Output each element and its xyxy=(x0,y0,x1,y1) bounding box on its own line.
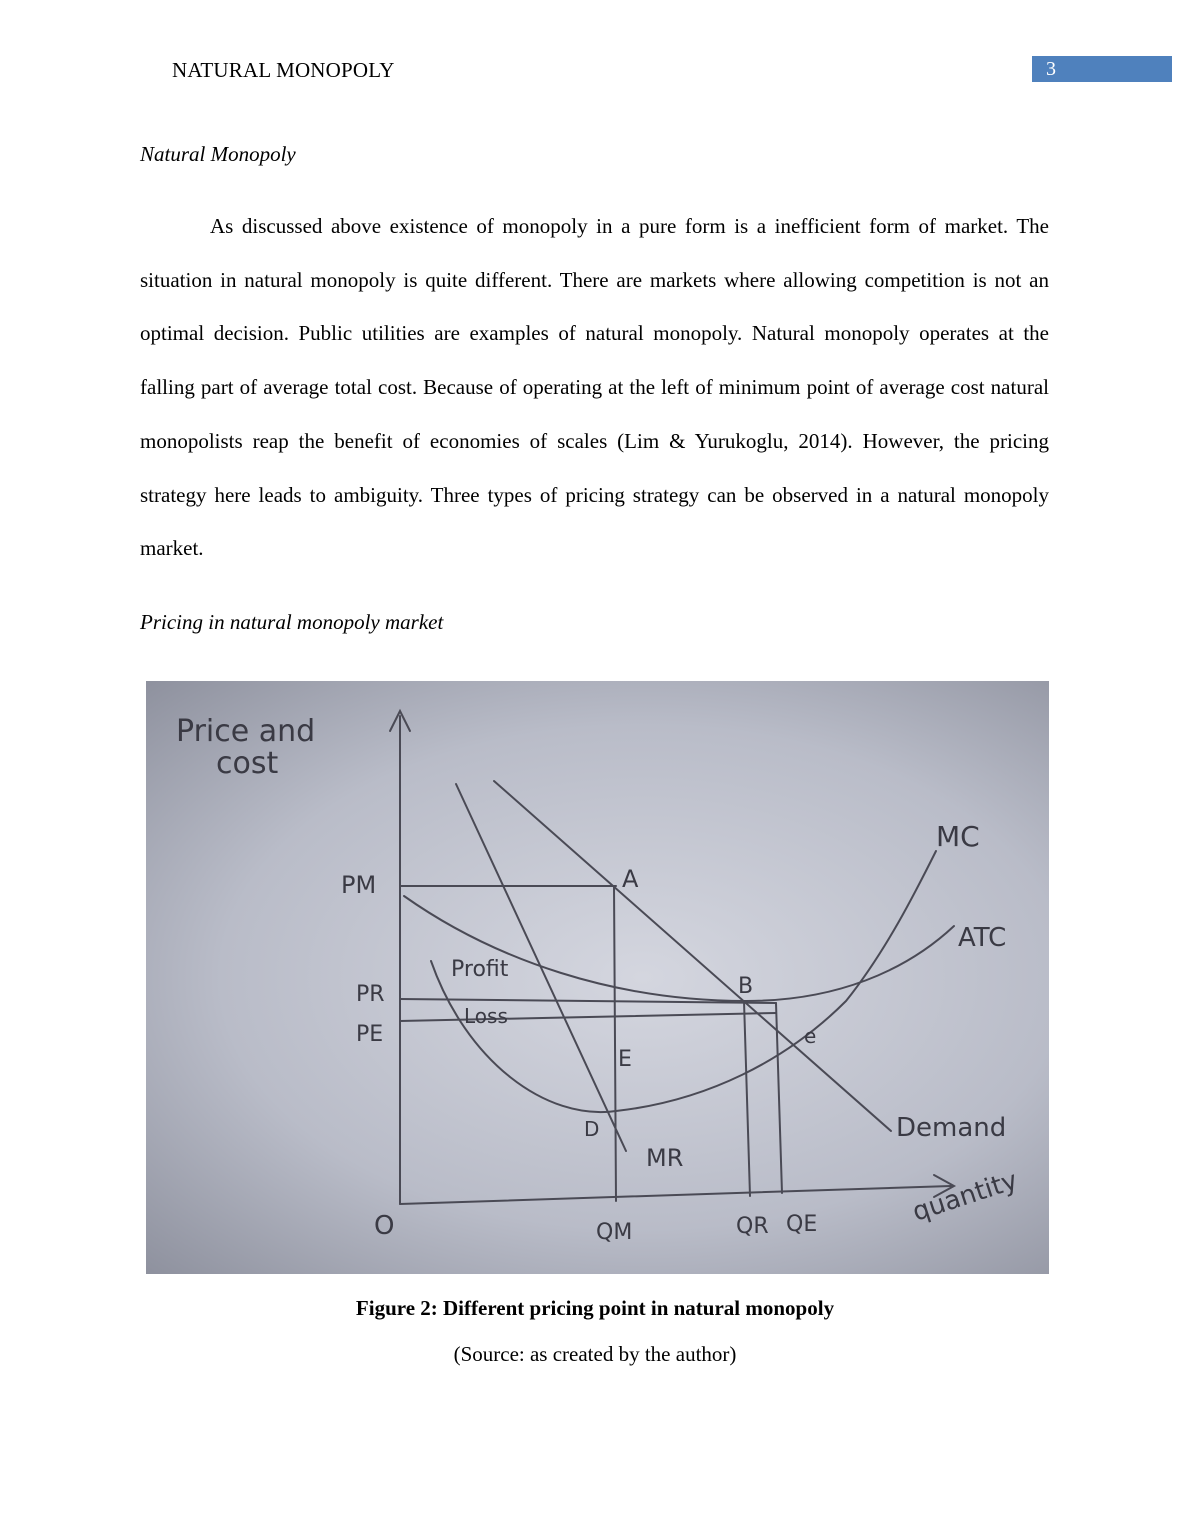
body-paragraph: As discussed above existence of monopoly in a pure form is a inefficient form of market. The situation in natural monopoly is quite different. There are markets where allowing competition is not an optimal decision. Public utilities are examples of natural monopoly. Natural monopoly operates at the falling part of average total cost. Because of operating at the left of minimum point of average cost natural monopolists reap the benefit of economies of scales (Lim & Yurukoglu, 2014). However, the pricing strategy here leads to ambiguity. Three types of pricing strategy can be observed in a natural monopoly market. xyxy=(140,214,1049,561)
qr-label: QR xyxy=(736,1214,769,1239)
figure-source: (Source: as created by the author) xyxy=(453,1342,737,1366)
point-b-label: B xyxy=(738,974,754,999)
pm-label: PM xyxy=(341,871,377,899)
hand-drawn-graph xyxy=(146,681,1049,1274)
demand-label: Demand xyxy=(896,1113,1007,1143)
figure-caption: Figure 2: Different pricing point in natural monopoly xyxy=(355,1296,835,1320)
qe-label: QE xyxy=(786,1212,818,1237)
x-axis-label: quantity xyxy=(908,1165,1022,1228)
page-number: 3 xyxy=(1032,56,1172,82)
qr-line xyxy=(744,1001,750,1196)
qm-line xyxy=(614,886,616,1201)
loss-label: Loss xyxy=(464,1004,508,1028)
point-a-label: A xyxy=(622,865,639,893)
profit-label: Profit xyxy=(451,957,509,982)
point-d-label: D xyxy=(584,1117,600,1141)
x-axis-line xyxy=(400,1186,951,1204)
demand-curve xyxy=(494,781,891,1131)
point-e-label: e xyxy=(804,1024,817,1048)
pe-label: PE xyxy=(356,1022,384,1047)
figure-sketch-photo xyxy=(146,681,1049,1274)
section-heading-natural-monopoly: Natural Monopoly xyxy=(140,142,296,166)
y-axis-label-1: Price and xyxy=(176,714,316,749)
mr-label: MR xyxy=(646,1144,684,1172)
atc-curve xyxy=(404,896,954,1001)
section-heading-pricing: Pricing in natural monopoly market xyxy=(140,610,444,634)
pr-label: PR xyxy=(356,982,385,1007)
atc-label: ATC xyxy=(958,923,1007,953)
y-axis-label-2: cost xyxy=(216,746,279,781)
running-head-title: NATURAL MONOPOLY xyxy=(172,58,395,82)
mc-label: MC xyxy=(936,820,980,853)
origin-label: O xyxy=(374,1211,395,1241)
qm-label: QM xyxy=(596,1220,633,1245)
e-mark-label: E xyxy=(618,1047,632,1072)
